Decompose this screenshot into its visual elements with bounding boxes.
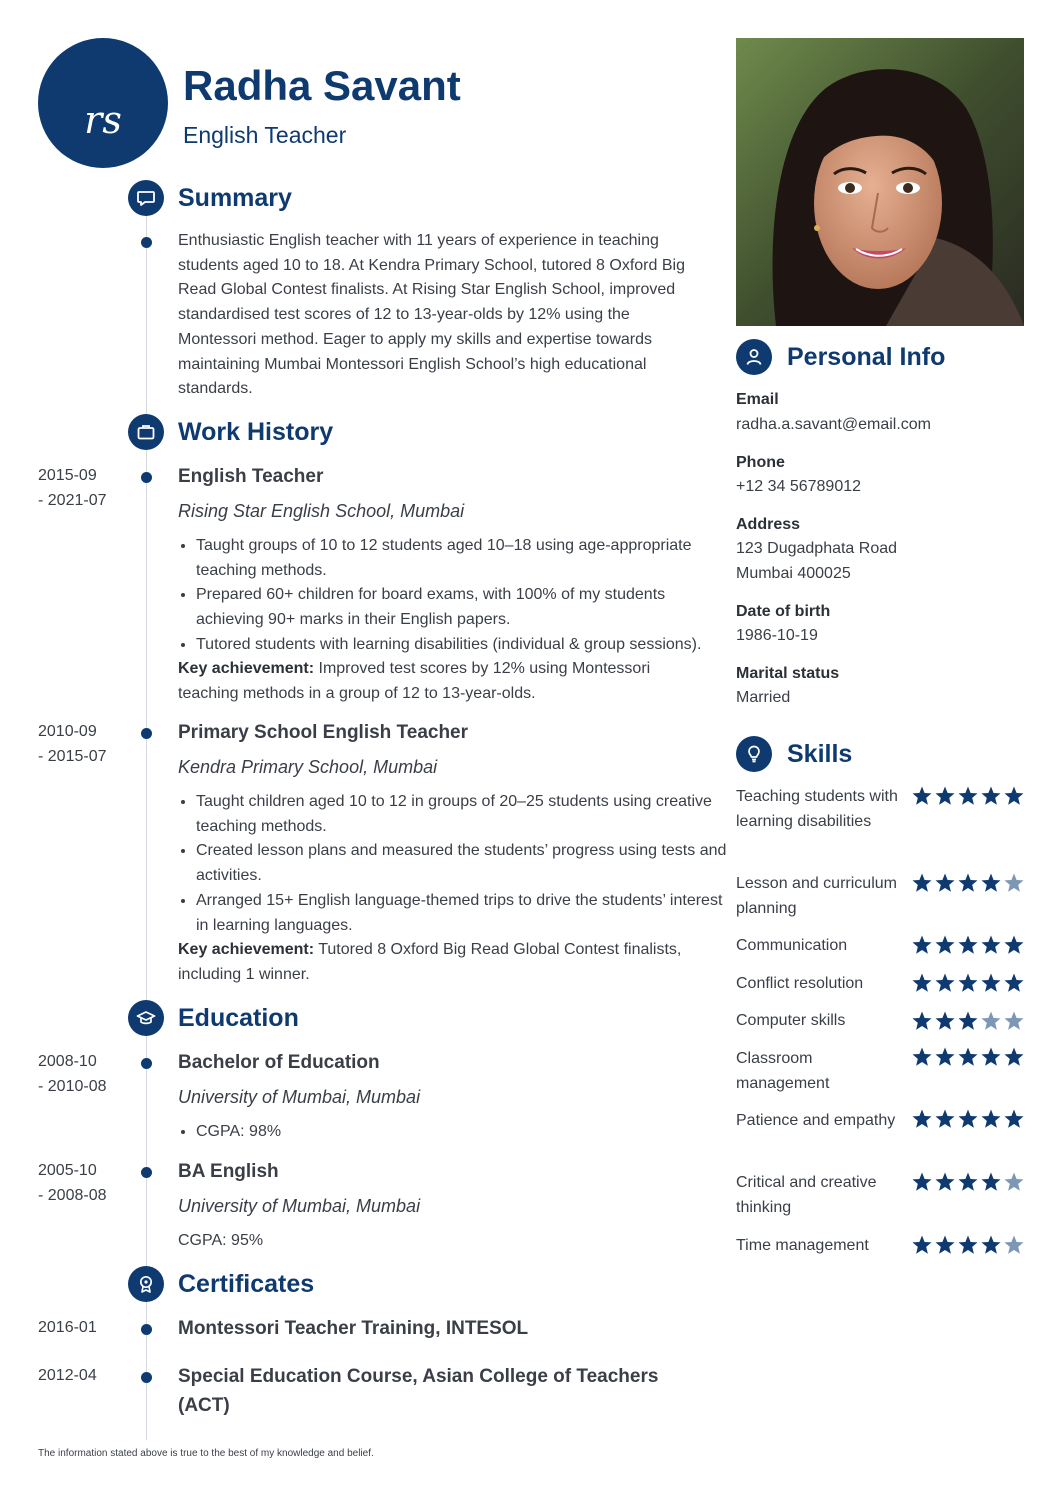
star-filled-icon bbox=[1003, 934, 1025, 956]
skill-name: Patience and empathy bbox=[736, 1112, 896, 1129]
email-value: radha.a.savant@email.com bbox=[736, 416, 931, 433]
star-empty-icon bbox=[1003, 1010, 1025, 1032]
education-note: CGPA: 95% bbox=[178, 1232, 264, 1249]
star-filled-icon bbox=[1003, 1108, 1025, 1130]
list-item: • Arranged 15+ English language-themed trips to drive the students’ interest in learning languages. bbox=[196, 889, 728, 938]
star-filled-icon bbox=[934, 1171, 956, 1193]
star-filled-icon bbox=[980, 1171, 1002, 1193]
job-title: Primary School English Teacher bbox=[178, 722, 469, 743]
job-duties-list bbox=[178, 790, 728, 938]
phone-value: +12 34 56789012 bbox=[736, 478, 862, 495]
education-notes-list bbox=[178, 1120, 728, 1145]
star-filled-icon bbox=[911, 1234, 933, 1256]
certificate-date: 2012-04 bbox=[38, 1367, 97, 1384]
star-filled-icon bbox=[934, 972, 956, 994]
skill-name: Lesson and curriculum planning bbox=[736, 875, 897, 917]
education-title: Education bbox=[178, 1004, 299, 1032]
timeline-dot bbox=[141, 1058, 152, 1069]
star-filled-icon bbox=[911, 1046, 933, 1068]
summary-title: Summary bbox=[178, 184, 292, 212]
skill-name: Computer skills bbox=[736, 1012, 846, 1029]
job-date: 2010-09 - 2015-07 bbox=[38, 723, 107, 765]
timeline-dot bbox=[141, 237, 152, 248]
skill-rating bbox=[911, 934, 1025, 956]
job-employer: Rising Star English School, Mumbai bbox=[178, 501, 465, 521]
skill-name: Time management bbox=[736, 1237, 869, 1254]
star-filled-icon bbox=[980, 872, 1002, 894]
list-item: • Taught groups of 10 to 12 students aged 10–18 using age-appropriate teaching methods. bbox=[196, 534, 728, 583]
skill-name: Conflict resolution bbox=[736, 975, 864, 992]
marital-status-value: Married bbox=[736, 689, 791, 706]
timeline-dot bbox=[141, 1372, 152, 1383]
list-item: • Tutored students with learning disabilities (individual & group sessions). bbox=[196, 633, 728, 658]
list-item: • CGPA: 98% bbox=[196, 1120, 728, 1145]
list-item: • Taught children aged 10 to 12 in groups of 20–25 students using creative teaching methods. bbox=[196, 790, 728, 839]
star-filled-icon bbox=[957, 1171, 979, 1193]
skill-rating bbox=[911, 1108, 1025, 1130]
dob-label: Date of birth bbox=[736, 603, 831, 620]
dob-value: 1986-10-19 bbox=[736, 627, 818, 644]
star-filled-icon bbox=[934, 1010, 956, 1032]
star-filled-icon bbox=[934, 1108, 956, 1130]
star-filled-icon bbox=[957, 1108, 979, 1130]
star-filled-icon bbox=[1003, 1046, 1025, 1068]
job-duties-list bbox=[178, 534, 728, 658]
star-filled-icon bbox=[911, 872, 933, 894]
personal-info-title: Personal Info bbox=[787, 343, 946, 371]
email-label: Email bbox=[736, 391, 779, 408]
star-filled-icon bbox=[957, 972, 979, 994]
star-filled-icon bbox=[911, 1171, 933, 1193]
star-filled-icon bbox=[934, 872, 956, 894]
timeline-dot bbox=[141, 728, 152, 739]
star-filled-icon bbox=[957, 934, 979, 956]
skill-rating bbox=[911, 1234, 1025, 1256]
star-filled-icon bbox=[957, 1046, 979, 1068]
declaration-footer: The information stated above is true to the best of my knowledge and belief. bbox=[38, 1448, 374, 1459]
monogram-badge bbox=[38, 38, 168, 168]
key-achievement-text: Tutored 8 Oxford Big Read Global Contest finalists, including 1 winner. bbox=[178, 941, 682, 983]
star-filled-icon bbox=[911, 785, 933, 807]
candidate-role: English Teacher bbox=[183, 122, 347, 148]
key-achievement bbox=[178, 657, 708, 706]
lightbulb-icon bbox=[736, 736, 772, 772]
award-ribbon-icon bbox=[128, 1266, 164, 1302]
star-empty-icon bbox=[1003, 1234, 1025, 1256]
candidate-name: Radha Savant bbox=[183, 62, 461, 109]
degree-title: BA English bbox=[178, 1161, 279, 1182]
list-item: • Prepared 60+ children for board exams, with 100% of my students achieving 90+ marks in their English papers. bbox=[196, 583, 728, 632]
star-filled-icon bbox=[957, 872, 979, 894]
chat-bubble-icon bbox=[128, 180, 164, 216]
marital-status-label: Marital status bbox=[736, 665, 840, 682]
skill-rating bbox=[911, 872, 1025, 894]
job-date: 2015-09 - 2021-07 bbox=[38, 467, 107, 509]
skill-name: Critical and creative thinking bbox=[736, 1174, 877, 1216]
key-achievement-label: Key achievement: bbox=[178, 660, 315, 677]
certificates-title: Certificates bbox=[178, 1270, 315, 1298]
star-empty-icon bbox=[980, 1010, 1002, 1032]
star-filled-icon bbox=[980, 934, 1002, 956]
skill-rating bbox=[911, 1171, 1025, 1193]
work-history-title: Work History bbox=[178, 418, 334, 446]
star-filled-icon bbox=[911, 972, 933, 994]
skill-name: Communication bbox=[736, 937, 848, 954]
profile-photo bbox=[736, 38, 1024, 326]
star-filled-icon bbox=[1003, 785, 1025, 807]
skill-name: Teaching students with learning disabilities bbox=[736, 788, 898, 830]
star-empty-icon bbox=[1003, 872, 1025, 894]
star-filled-icon bbox=[911, 1108, 933, 1130]
person-icon bbox=[736, 339, 772, 375]
address-value: 123 Dugadphata Road Mumbai 400025 bbox=[736, 540, 898, 582]
star-filled-icon bbox=[957, 1234, 979, 1256]
star-filled-icon bbox=[934, 785, 956, 807]
certificate-name: Special Education Course, Asian College of Teachers (ACT) bbox=[178, 1366, 659, 1416]
school-name: University of Mumbai, Mumbai bbox=[178, 1196, 421, 1216]
job-title: English Teacher bbox=[178, 466, 324, 487]
star-filled-icon bbox=[1003, 972, 1025, 994]
skill-rating bbox=[911, 1046, 1025, 1068]
monogram-initials: rs bbox=[84, 98, 122, 142]
timeline-dot bbox=[141, 1324, 152, 1335]
education-date: 2008-10 - 2010-08 bbox=[38, 1053, 107, 1095]
certificate-name: Montessori Teacher Training, INTESOL bbox=[178, 1318, 529, 1339]
phone-label: Phone bbox=[736, 454, 785, 471]
key-achievement-label: Key achievement: bbox=[178, 941, 315, 958]
timeline-dot bbox=[141, 1167, 152, 1178]
job-employer: Kendra Primary School, Mumbai bbox=[178, 757, 438, 777]
briefcase-icon bbox=[128, 414, 164, 450]
skill-name: Classroom management bbox=[736, 1050, 830, 1092]
star-filled-icon bbox=[980, 1046, 1002, 1068]
list-item: • Created lesson plans and measured the students’ progress using tests and activities. bbox=[196, 839, 728, 888]
address-label: Address bbox=[736, 516, 801, 533]
star-filled-icon bbox=[980, 1108, 1002, 1130]
certificate-date: 2016-01 bbox=[38, 1319, 97, 1336]
star-filled-icon bbox=[911, 1010, 933, 1032]
skills-title: Skills bbox=[787, 740, 853, 768]
timeline-line bbox=[146, 212, 147, 1440]
star-filled-icon bbox=[980, 785, 1002, 807]
timeline-dot bbox=[141, 472, 152, 483]
graduation-cap-icon bbox=[128, 1000, 164, 1036]
skill-rating bbox=[911, 1010, 1025, 1032]
star-filled-icon bbox=[934, 934, 956, 956]
star-filled-icon bbox=[980, 1234, 1002, 1256]
star-filled-icon bbox=[934, 1046, 956, 1068]
summary-text: Enthusiastic English teacher with 11 years of experience in teaching students aged 10 to 18. At Kendra Primary School, tutored 8 Oxford Big Read Global Contest finalists. At Rising Star English School, improved standardised test scores of 12 to 13-year-olds by 12% using the Montessori method. Eager to apply my skills and expertise towards maintaining Mumbai Montessori English School’s high educational standards. bbox=[178, 232, 685, 398]
degree-title: Bachelor of Education bbox=[178, 1052, 380, 1073]
star-empty-icon bbox=[1003, 1171, 1025, 1193]
school-name: University of Mumbai, Mumbai bbox=[178, 1087, 421, 1107]
star-filled-icon bbox=[980, 972, 1002, 994]
skill-rating bbox=[911, 785, 1025, 807]
star-filled-icon bbox=[957, 1010, 979, 1032]
star-filled-icon bbox=[957, 785, 979, 807]
star-filled-icon bbox=[934, 1234, 956, 1256]
star-filled-icon bbox=[911, 934, 933, 956]
skill-rating bbox=[911, 972, 1025, 994]
education-date: 2005-10 - 2008-08 bbox=[38, 1162, 107, 1204]
key-achievement bbox=[178, 938, 708, 987]
key-achievement-text: Improved test scores by 12% using Montessori teaching methods in a group of 12 to 13-year-olds. bbox=[178, 660, 651, 702]
